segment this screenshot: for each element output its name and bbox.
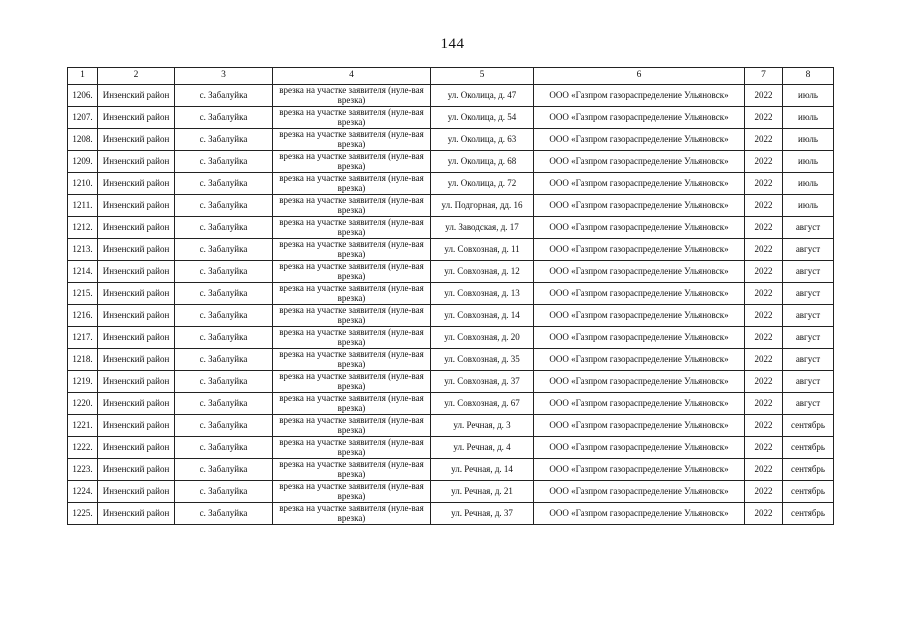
district-cell: Инзенский район (98, 129, 175, 151)
address-cell: ул. Околица, д. 72 (431, 173, 534, 195)
column-header: 4 (273, 68, 431, 85)
district-cell: Инзенский район (98, 371, 175, 393)
work-type-cell: врезка на участке заявителя (нуле-вая врезка) (273, 217, 431, 239)
organization-cell: ООО «Газпром газораспределение Ульяновск» (534, 503, 745, 525)
row-number: 1220. (68, 393, 98, 415)
row-number: 1222. (68, 437, 98, 459)
locality-cell: с. Забалуйка (175, 393, 273, 415)
address-cell: ул. Речная, д. 14 (431, 459, 534, 481)
address-cell: ул. Околица, д. 54 (431, 107, 534, 129)
row-number: 1208. (68, 129, 98, 151)
locality-cell: с. Забалуйка (175, 503, 273, 525)
district-cell: Инзенский район (98, 195, 175, 217)
row-number: 1218. (68, 349, 98, 371)
address-cell: ул. Речная, д. 21 (431, 481, 534, 503)
district-cell: Инзенский район (98, 415, 175, 437)
organization-cell: ООО «Газпром газораспределение Ульяновск» (534, 393, 745, 415)
district-cell: Инзенский район (98, 151, 175, 173)
table-row (68, 503, 834, 525)
page-number: 144 (440, 36, 465, 52)
address-cell: ул. Околица, д. 63 (431, 129, 534, 151)
year-cell: 2022 (745, 327, 783, 349)
row-number: 1211. (68, 195, 98, 217)
table-row (68, 217, 834, 239)
row-number: 1214. (68, 261, 98, 283)
work-type-cell: врезка на участке заявителя (нуле-вая врезка) (273, 151, 431, 173)
address-cell: ул. Околица, д. 68 (431, 151, 534, 173)
year-cell: 2022 (745, 107, 783, 129)
organization-cell: ООО «Газпром газораспределение Ульяновск» (534, 437, 745, 459)
district-cell: Инзенский район (98, 437, 175, 459)
locality-cell: с. Забалуйка (175, 481, 273, 503)
year-cell: 2022 (745, 371, 783, 393)
organization-cell: ООО «Газпром газораспределение Ульяновск» (534, 129, 745, 151)
column-header: 7 (745, 68, 783, 85)
locality-cell: с. Забалуйка (175, 261, 273, 283)
year-cell: 2022 (745, 129, 783, 151)
address-cell: ул. Совхозная, д. 20 (431, 327, 534, 349)
district-cell: Инзенский район (98, 327, 175, 349)
work-type-cell: врезка на участке заявителя (нуле-вая врезка) (273, 327, 431, 349)
month-cell: июль (783, 107, 834, 129)
district-cell: Инзенский район (98, 349, 175, 371)
row-number: 1210. (68, 173, 98, 195)
month-cell: август (783, 349, 834, 371)
work-type-cell: врезка на участке заявителя (нуле-вая врезка) (273, 481, 431, 503)
organization-cell: ООО «Газпром газораспределение Ульяновск» (534, 481, 745, 503)
table-row (68, 437, 834, 459)
work-type-cell: врезка на участке заявителя (нуле-вая врезка) (273, 261, 431, 283)
district-cell: Инзенский район (98, 305, 175, 327)
row-number: 1206. (68, 85, 98, 107)
row-number: 1215. (68, 283, 98, 305)
organization-cell: ООО «Газпром газораспределение Ульяновск» (534, 107, 745, 129)
locality-cell: с. Забалуйка (175, 305, 273, 327)
table-row (68, 305, 834, 327)
column-header: 5 (431, 68, 534, 85)
month-cell: сентябрь (783, 437, 834, 459)
table-row (68, 283, 834, 305)
table-row (68, 173, 834, 195)
year-cell: 2022 (745, 283, 783, 305)
district-cell: Инзенский район (98, 239, 175, 261)
organization-cell: ООО «Газпром газораспределение Ульяновск» (534, 459, 745, 481)
address-cell: ул. Речная, д. 37 (431, 503, 534, 525)
year-cell: 2022 (745, 481, 783, 503)
organization-cell: ООО «Газпром газораспределение Ульяновск» (534, 151, 745, 173)
month-cell: август (783, 239, 834, 261)
work-type-cell: врезка на участке заявителя (нуле-вая врезка) (273, 393, 431, 415)
table-row (68, 393, 834, 415)
row-number: 1225. (68, 503, 98, 525)
year-cell: 2022 (745, 85, 783, 107)
row-number: 1216. (68, 305, 98, 327)
address-cell: ул. Речная, д. 3 (431, 415, 534, 437)
row-number: 1212. (68, 217, 98, 239)
work-type-cell: врезка на участке заявителя (нуле-вая врезка) (273, 305, 431, 327)
district-cell: Инзенский район (98, 459, 175, 481)
organization-cell: ООО «Газпром газораспределение Ульяновск» (534, 261, 745, 283)
organization-cell: ООО «Газпром газораспределение Ульяновск» (534, 349, 745, 371)
locality-cell: с. Забалуйка (175, 371, 273, 393)
table-row (68, 239, 834, 261)
locality-cell: с. Забалуйка (175, 129, 273, 151)
month-cell: август (783, 393, 834, 415)
work-type-cell: врезка на участке заявителя (нуле-вая врезка) (273, 129, 431, 151)
address-cell: ул. Совхозная, д. 13 (431, 283, 534, 305)
month-cell: август (783, 261, 834, 283)
table-row (68, 151, 834, 173)
locality-cell: с. Забалуйка (175, 173, 273, 195)
month-cell: август (783, 327, 834, 349)
row-number: 1219. (68, 371, 98, 393)
work-type-cell: врезка на участке заявителя (нуле-вая врезка) (273, 239, 431, 261)
month-cell: август (783, 283, 834, 305)
work-type-cell: врезка на участке заявителя (нуле-вая врезка) (273, 371, 431, 393)
work-type-cell: врезка на участке заявителя (нуле-вая врезка) (273, 415, 431, 437)
work-type-cell: врезка на участке заявителя (нуле-вая врезка) (273, 349, 431, 371)
locality-cell: с. Забалуйка (175, 85, 273, 107)
month-cell: сентябрь (783, 481, 834, 503)
year-cell: 2022 (745, 173, 783, 195)
year-cell: 2022 (745, 151, 783, 173)
table-row (68, 129, 834, 151)
district-cell: Инзенский район (98, 283, 175, 305)
work-type-cell: врезка на участке заявителя (нуле-вая врезка) (273, 503, 431, 525)
table-row (68, 415, 834, 437)
month-cell: июль (783, 173, 834, 195)
work-type-cell: врезка на участке заявителя (нуле-вая врезка) (273, 173, 431, 195)
column-header: 3 (175, 68, 273, 85)
table-body (68, 85, 834, 525)
table-row (68, 371, 834, 393)
column-header: 1 (68, 68, 98, 85)
locality-cell: с. Забалуйка (175, 459, 273, 481)
district-cell: Инзенский район (98, 481, 175, 503)
month-cell: сентябрь (783, 415, 834, 437)
address-cell: ул. Околица, д. 47 (431, 85, 534, 107)
table-header-row (68, 68, 834, 85)
district-cell: Инзенский район (98, 503, 175, 525)
month-cell: август (783, 305, 834, 327)
month-cell: июль (783, 129, 834, 151)
locality-cell: с. Забалуйка (175, 217, 273, 239)
organization-cell: ООО «Газпром газораспределение Ульяновск» (534, 415, 745, 437)
address-cell: ул. Речная, д. 4 (431, 437, 534, 459)
district-cell: Инзенский район (98, 85, 175, 107)
row-number: 1224. (68, 481, 98, 503)
row-number: 1213. (68, 239, 98, 261)
month-cell: сентябрь (783, 459, 834, 481)
district-cell: Инзенский район (98, 107, 175, 129)
organization-cell: ООО «Газпром газораспределение Ульяновск» (534, 217, 745, 239)
work-type-cell: врезка на участке заявителя (нуле-вая врезка) (273, 85, 431, 107)
organization-cell: ООО «Газпром газораспределение Ульяновск» (534, 283, 745, 305)
organization-cell: ООО «Газпром газораспределение Ульяновск» (534, 239, 745, 261)
address-cell: ул. Совхозная, д. 35 (431, 349, 534, 371)
organization-cell: ООО «Газпром газораспределение Ульяновск» (534, 85, 745, 107)
year-cell: 2022 (745, 503, 783, 525)
locality-cell: с. Забалуйка (175, 151, 273, 173)
address-cell: ул. Совхозная, д. 12 (431, 261, 534, 283)
table-row (68, 327, 834, 349)
row-number: 1221. (68, 415, 98, 437)
year-cell: 2022 (745, 437, 783, 459)
year-cell: 2022 (745, 305, 783, 327)
work-type-cell: врезка на участке заявителя (нуле-вая врезка) (273, 459, 431, 481)
locality-cell: с. Забалуйка (175, 283, 273, 305)
locality-cell: с. Забалуйка (175, 195, 273, 217)
work-type-cell: врезка на участке заявителя (нуле-вая врезка) (273, 283, 431, 305)
column-header: 8 (783, 68, 834, 85)
work-type-cell: врезка на участке заявителя (нуле-вая врезка) (273, 107, 431, 129)
table-row (68, 85, 834, 107)
year-cell: 2022 (745, 239, 783, 261)
row-number: 1223. (68, 459, 98, 481)
locality-cell: с. Забалуйка (175, 327, 273, 349)
month-cell: август (783, 371, 834, 393)
district-cell: Инзенский район (98, 393, 175, 415)
locality-cell: с. Забалуйка (175, 415, 273, 437)
table-row (68, 349, 834, 371)
organization-cell: ООО «Газпром газораспределение Ульяновск» (534, 195, 745, 217)
address-cell: ул. Совхозная, д. 11 (431, 239, 534, 261)
address-cell: ул. Подгорная, дд. 16 (431, 195, 534, 217)
district-cell: Инзенский район (98, 173, 175, 195)
organization-cell: ООО «Газпром газораспределение Ульяновск» (534, 305, 745, 327)
work-type-cell: врезка на участке заявителя (нуле-вая врезка) (273, 437, 431, 459)
address-cell: ул. Совхозная, д. 37 (431, 371, 534, 393)
year-cell: 2022 (745, 415, 783, 437)
organization-cell: ООО «Газпром газораспределение Ульяновск» (534, 173, 745, 195)
locality-cell: с. Забалуйка (175, 239, 273, 261)
year-cell: 2022 (745, 393, 783, 415)
address-cell: ул. Заводская, д. 17 (431, 217, 534, 239)
row-number: 1217. (68, 327, 98, 349)
address-cell: ул. Совхозная, д. 14 (431, 305, 534, 327)
district-cell: Инзенский район (98, 261, 175, 283)
table-row (68, 195, 834, 217)
month-cell: июль (783, 85, 834, 107)
address-cell: ул. Совхозная, д. 67 (431, 393, 534, 415)
district-cell: Инзенский район (98, 217, 175, 239)
year-cell: 2022 (745, 217, 783, 239)
locality-cell: с. Забалуйка (175, 437, 273, 459)
column-header: 6 (534, 68, 745, 85)
work-type-cell: врезка на участке заявителя (нуле-вая врезка) (273, 195, 431, 217)
year-cell: 2022 (745, 195, 783, 217)
locality-cell: с. Забалуйка (175, 107, 273, 129)
month-cell: сентябрь (783, 503, 834, 525)
row-number: 1207. (68, 107, 98, 129)
organization-cell: ООО «Газпром газораспределение Ульяновск» (534, 371, 745, 393)
organization-cell: ООО «Газпром газораспределение Ульяновск» (534, 327, 745, 349)
year-cell: 2022 (745, 349, 783, 371)
month-cell: август (783, 217, 834, 239)
column-header: 2 (98, 68, 175, 85)
row-number: 1209. (68, 151, 98, 173)
table-row (68, 107, 834, 129)
month-cell: июль (783, 151, 834, 173)
table-row (68, 261, 834, 283)
locality-cell: с. Забалуйка (175, 349, 273, 371)
registry-table (67, 67, 834, 525)
table-row (68, 481, 834, 503)
year-cell: 2022 (745, 459, 783, 481)
table-row (68, 459, 834, 481)
month-cell: июль (783, 195, 834, 217)
year-cell: 2022 (745, 261, 783, 283)
